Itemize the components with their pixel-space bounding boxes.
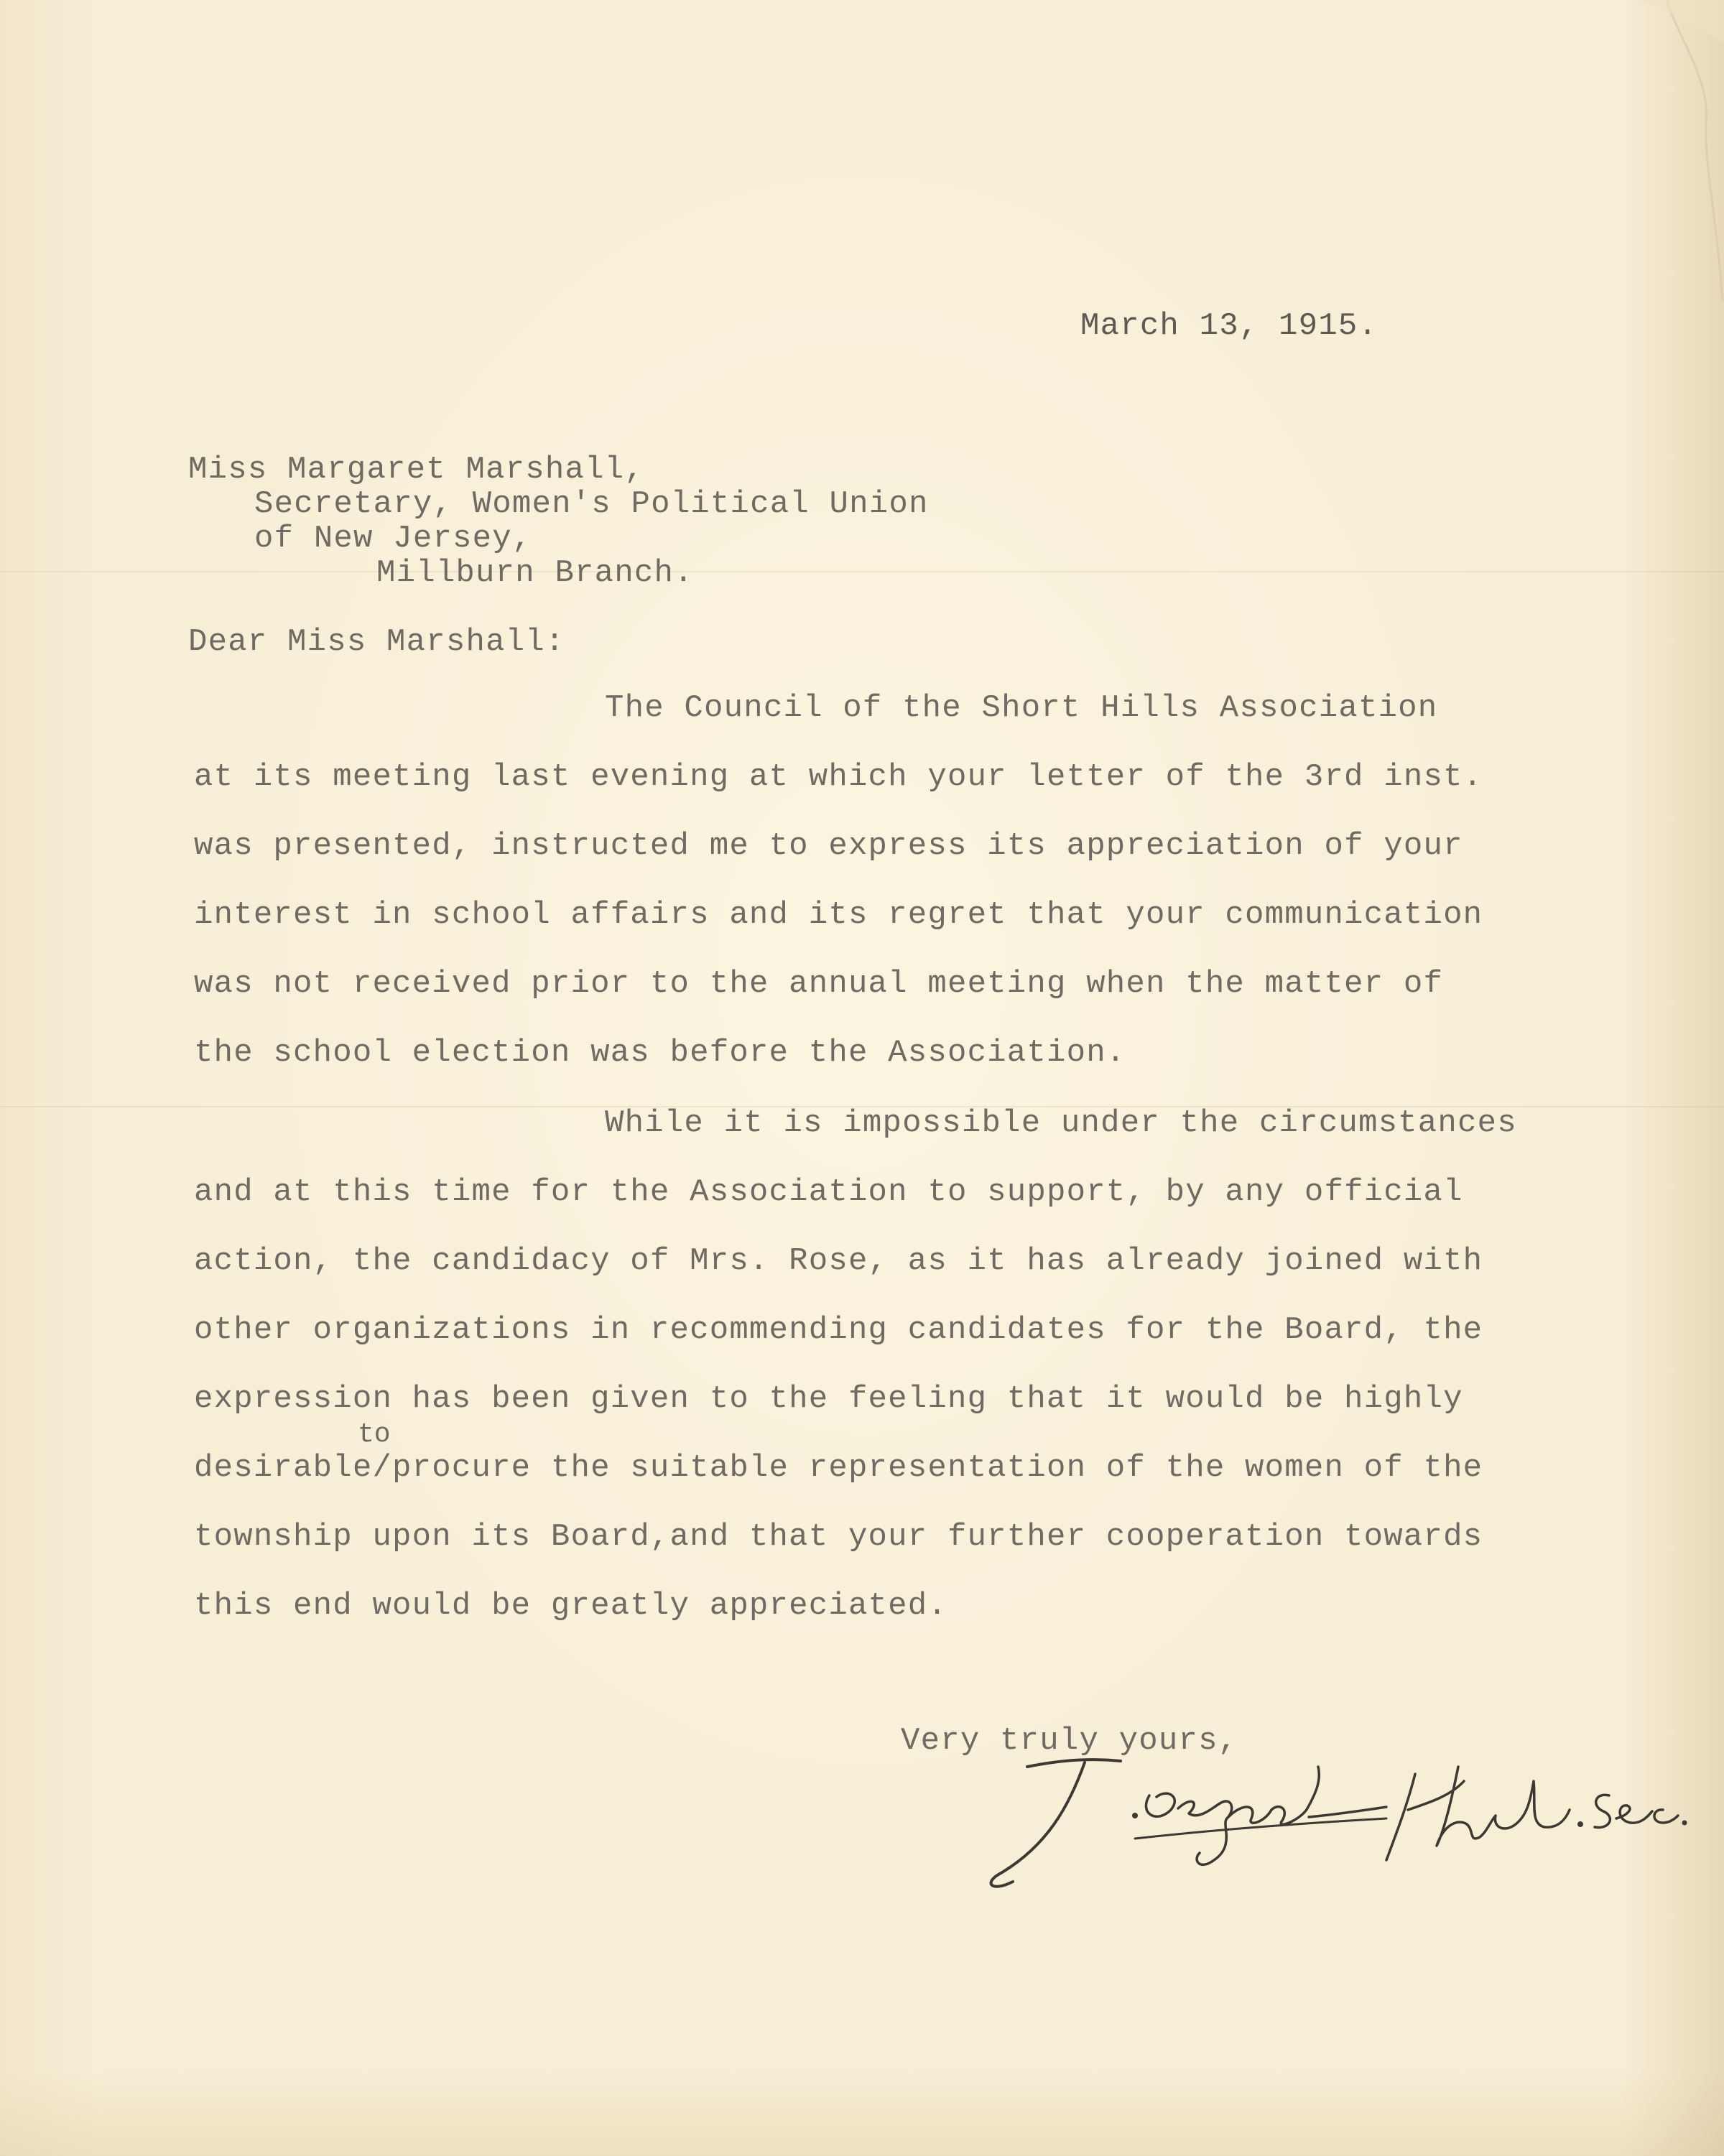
paragraph-2-line: township upon its Board,and that your further cooperation towards [194,1519,1483,1555]
address-line: of New Jersey, [254,521,532,557]
paragraph-2-line: other organizations in recommending candidates for the Board, the [194,1312,1483,1348]
salutation: Dear Miss Marshall: [188,624,565,660]
paragraph-1-line: at its meeting last evening at which your letter of the 3rd inst. [194,759,1483,795]
paragraph-2-line: this end would be greatly appreciated. [194,1588,947,1624]
closing: Very truly yours, [901,1723,1238,1759]
handwritten-signature [984,1752,1688,1896]
paper-fold-line [0,571,1724,572]
paragraph-1-line: the school election was before the Association. [194,1035,1126,1071]
interlineation: to [358,1419,391,1450]
paragraph-1-line: was presented, instructed me to express its appreciation of your [194,828,1463,864]
corner-crease [1638,0,1724,302]
address-line: Millburn Branch. [376,555,694,591]
address-line: Secretary, Women's Political Union [254,486,929,522]
paragraph-2-line: desirable/procure the suitable representation of the women of the [194,1450,1483,1486]
paragraph-1-line: was not received prior to the annual meeting when the matter of [194,966,1444,1002]
paragraph-1-line: interest in school affairs and its regret that your communication [194,897,1483,933]
letter-date: March 13, 1915. [1080,308,1378,344]
paragraph-2-line: and at this time for the Association to support, by any official [194,1174,1463,1210]
address-line: Miss Margaret Marshall, [188,452,644,488]
paragraph-2-line: expression has been given to the feeling that it would be highly [194,1381,1463,1417]
paragraph-2-line: action, the candidacy of Mrs. Rose, as it has already joined with [194,1243,1483,1279]
paragraph-1-line: The Council of the Short Hills Association [605,690,1438,726]
paragraph-2-line: While it is impossible under the circumstances [605,1105,1517,1141]
